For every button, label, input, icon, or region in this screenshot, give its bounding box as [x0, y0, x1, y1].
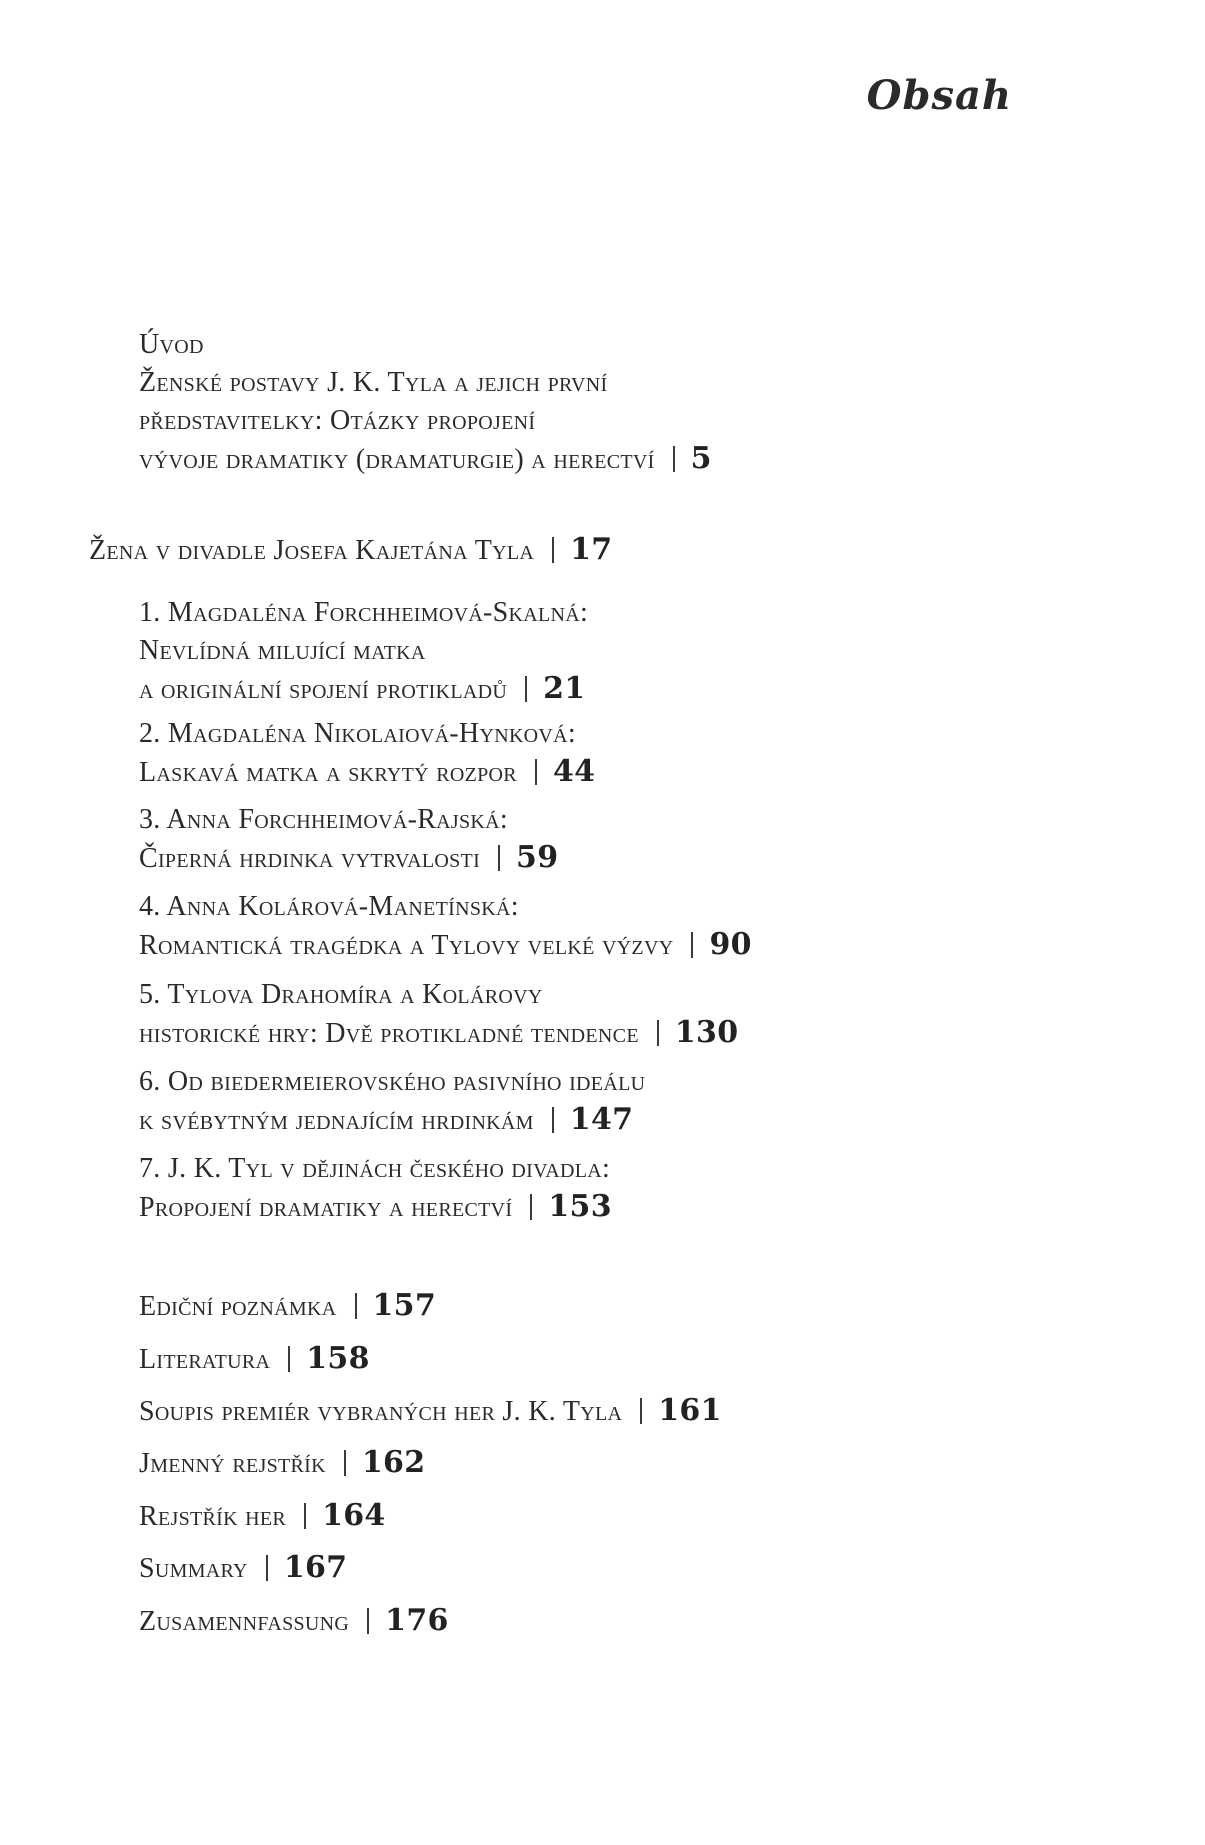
separator-bar [344, 1450, 346, 1476]
page-number: 167 [283, 1550, 348, 1585]
page-title: Obsah [866, 72, 1012, 119]
toc-entry-chapter-3[interactable] [139, 801, 558, 878]
page-number: 147 [569, 1102, 634, 1137]
separator-bar [288, 1346, 290, 1372]
separator-bar [266, 1555, 268, 1581]
toc-entry-zena-v-divadle[interactable] [89, 531, 612, 570]
page-number: 130 [674, 1015, 739, 1050]
separator-bar [304, 1503, 306, 1529]
toc-entry-summary[interactable] [139, 1549, 347, 1588]
toc-entry-jmenny-rejstrik[interactable] [139, 1444, 425, 1483]
page-number: 21 [543, 671, 586, 706]
toc-entry-line: 2. Magdaléna Nikolaiová-Hynková: [139, 718, 576, 749]
toc-entry-soupis-premier[interactable] [139, 1392, 722, 1431]
toc-entry-line: Rejstřík her 164 [139, 1498, 386, 1533]
page-number: 158 [306, 1341, 370, 1376]
separator-bar [535, 759, 537, 785]
separator-bar [657, 1020, 659, 1046]
toc-entry-literatura[interactable] [139, 1340, 370, 1379]
separator-bar [640, 1398, 642, 1424]
toc-entry-line: Ediční poznámka 157 [139, 1288, 437, 1323]
toc-entry-chapter-4[interactable] [139, 888, 752, 965]
page-number: 161 [658, 1393, 722, 1428]
toc-entry-line: 1. Magdaléna Forchheimová-Skalná: [139, 597, 589, 628]
page-number: 59 [516, 840, 559, 875]
page-number: 153 [548, 1189, 612, 1224]
toc-entry-line: historické hry: Dvě protikladné tendence 130 [139, 1015, 739, 1050]
toc-entry-chapter-1[interactable] [139, 594, 588, 709]
page-number: 162 [361, 1445, 426, 1480]
toc-entry-line: Úvod [139, 329, 204, 360]
separator-bar [691, 932, 693, 958]
toc-entry-chapter-6[interactable] [139, 1063, 645, 1140]
separator-bar [525, 676, 527, 702]
toc-entry-line: 7. J. K. Tyl v dějinách českého divadla: [139, 1153, 611, 1184]
page-number: 90 [709, 927, 752, 962]
separator-bar [355, 1293, 357, 1319]
toc-entry-line: 3. Anna Forchheimová-Rajská: [139, 804, 508, 835]
toc-entry-edicni-poznamka[interactable] [139, 1287, 436, 1326]
toc-entry-line: a originální spojení protikladů 21 [139, 671, 586, 706]
page-number: 157 [372, 1288, 437, 1323]
toc-entry-line: Jmenný rejstřík 162 [139, 1445, 426, 1480]
toc-entry-line: 6. Od biedermeierovského pasivního ideálu [139, 1066, 646, 1097]
toc-entry-chapter-2[interactable] [139, 715, 595, 792]
toc-entry-line: k svébytným jednajícím hrdinkám 147 [139, 1102, 634, 1137]
page-number: 5 [690, 441, 712, 476]
toc-entry-rejstrik-her[interactable] [139, 1497, 386, 1536]
toc-entry-line: Ženské postavy J. K. Tyla a jejich první [139, 367, 608, 398]
toc-entry-chapter-7[interactable] [139, 1150, 612, 1227]
page-number: 164 [322, 1498, 386, 1533]
page-number: 176 [385, 1603, 449, 1638]
toc-entry-line: Žena v divadle Josefa Kajetána Tyla 17 [89, 532, 613, 567]
separator-bar [552, 1107, 554, 1133]
toc-entry-line: Soupis premiér vybraných her J. K. Tyla 161 [139, 1393, 722, 1428]
toc-entry-line: 4. Anna Kolárová-Manetínská: [139, 891, 519, 922]
toc-entry-line: vývoje dramatiky (dramaturgie) a herectví 5 [139, 441, 712, 476]
page-number: 44 [552, 754, 596, 789]
toc-entry-line: 5. Tylova Drahomíra a Kolárovy [139, 979, 543, 1010]
toc-entry-line: Literatura 158 [139, 1341, 370, 1376]
separator-bar [367, 1608, 369, 1634]
separator-bar [673, 446, 675, 472]
toc-entry-line: Propojení dramatiky a herectví 153 [139, 1189, 612, 1224]
separator-bar [530, 1194, 532, 1220]
toc-entry-chapter-5[interactable] [139, 976, 738, 1053]
toc-entry-line: Laskavá matka a skrytý rozpor 44 [139, 754, 596, 789]
toc-entry-uvod[interactable] [139, 326, 712, 479]
toc-entry-line: Nevlídná milující matka [139, 635, 426, 666]
separator-bar [552, 537, 554, 563]
toc-entry-zusamennfassung[interactable] [139, 1602, 449, 1641]
toc-entry-line: Romantická tragédka a Tylovy velké výzvy 90 [139, 927, 752, 962]
toc-entry-line: Zusamennfassung 176 [139, 1603, 449, 1638]
separator-bar [498, 845, 500, 871]
toc-entry-line: představitelky: Otázky propojení [139, 405, 536, 436]
toc-entry-line: Čiperná hrdinka vytrvalosti 59 [139, 840, 559, 875]
page-number: 17 [570, 532, 613, 567]
toc-entry-line: Summary 167 [139, 1550, 348, 1585]
